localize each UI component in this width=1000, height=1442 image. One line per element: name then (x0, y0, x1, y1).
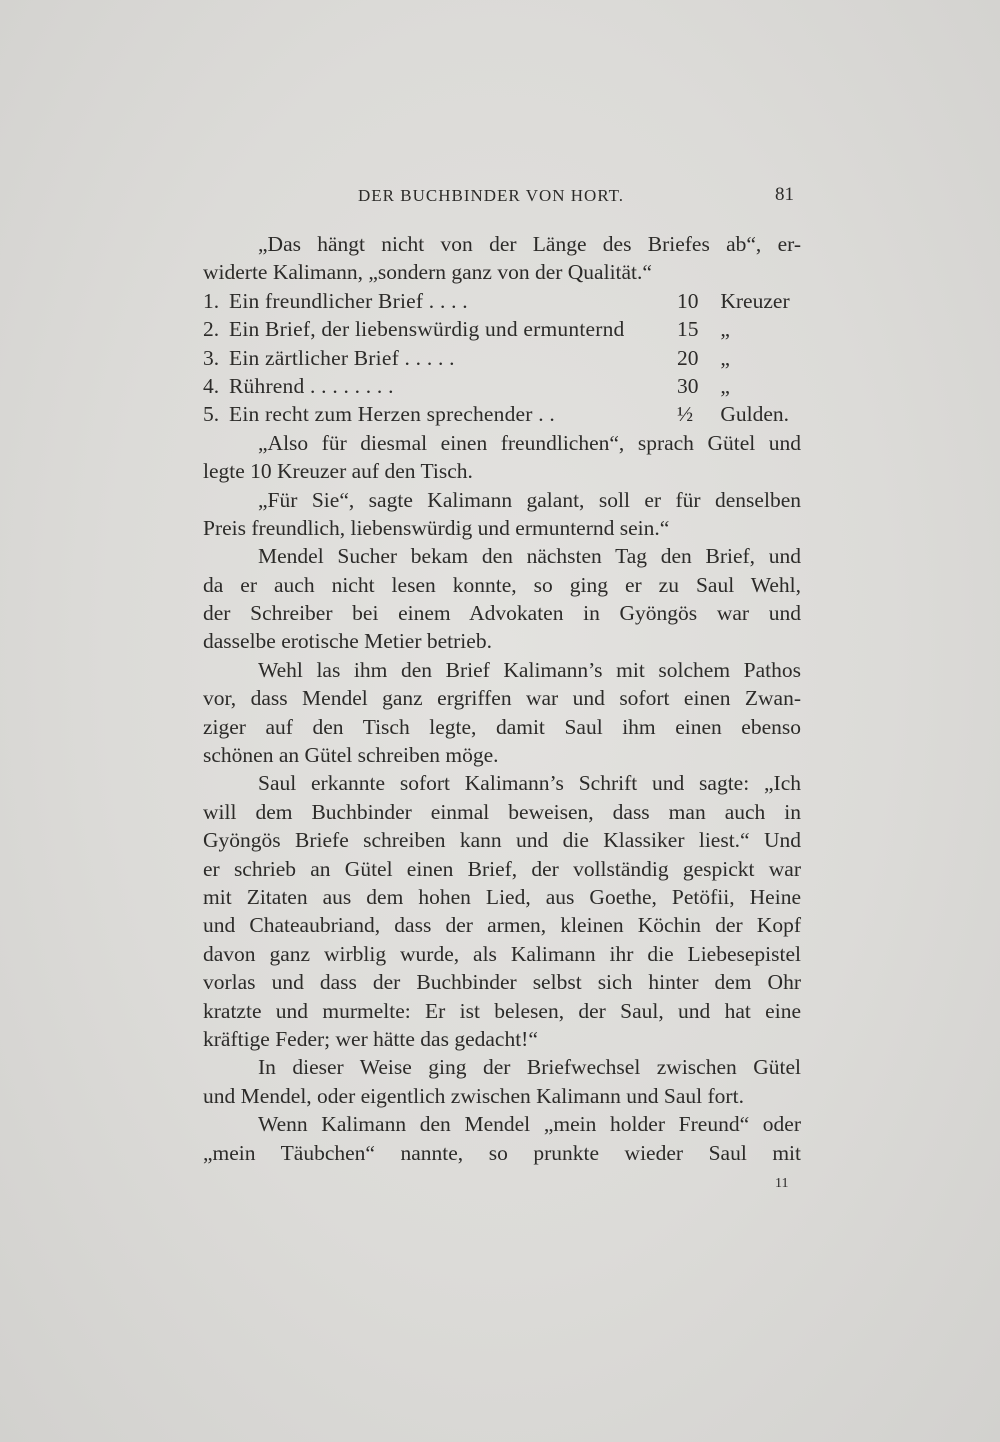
text-line: vor, dass Mendel ganz ergriffen war und sofort einen Zwan- (203, 686, 801, 711)
text-line: „Das hängt nicht von der Länge des Briefes ab“, er- (258, 232, 801, 256)
price-unit: „ (720, 345, 730, 370)
list-number: 2. (203, 317, 220, 342)
text-line: dasselbe erotische Metier betrieb. (203, 629, 492, 654)
text-line: legte 10 Kreuzer auf den Tisch. (203, 459, 473, 484)
price-list-item (203, 400, 801, 428)
list-number: 5. (203, 402, 220, 427)
price-list-item (203, 372, 801, 400)
price-list-item (203, 287, 801, 315)
price-amount: 30 (677, 373, 699, 398)
list-number: 1. (203, 288, 220, 313)
price-list-item (203, 315, 801, 343)
text-line: und Chateaubriand, dass der armen, kleinen Köchin der Kopf (203, 913, 801, 938)
text-line: will dem Buchbinder einmal beweisen, dass man auch in (203, 799, 801, 824)
price-unit: „ (720, 373, 730, 398)
text-line: Wenn Kalimann den Mendel „mein holder Freund“ oder (258, 1112, 801, 1137)
text-line: Gyöngös Briefe schreiben kann und die Klassiker liest.“ Und (203, 828, 801, 853)
list-number: 3. (203, 345, 220, 370)
list-price (677, 344, 801, 372)
list-price (677, 287, 801, 315)
text-line: „Also für diesmal einen freundlichen“, sprach Gütel und (258, 430, 801, 455)
price-amount: 10 (677, 288, 699, 313)
text-line: In dieser Weise ging der Briefwechsel zwischen Gütel (258, 1055, 801, 1080)
text-line: vorlas und dass der Buchbinder selbst sich hinter dem Ohr (203, 970, 801, 995)
body-text (203, 230, 801, 1167)
price-amount: ½ (677, 402, 694, 427)
list-label: Ein Brief, der liebenswürdig und ermunternd (229, 317, 625, 342)
list-price (677, 372, 801, 400)
text-line: Preis freundlich, liebenswürdig und ermunternd sein.“ (203, 515, 670, 540)
list-price (677, 315, 801, 343)
text-line: „Für Sie“, sagte Kalimann galant, soll er für denselben (258, 487, 801, 512)
list-label: Ein recht zum Herzen sprechender . . (229, 402, 555, 427)
list-label: Ein zärtlicher Brief . . . . . (229, 345, 455, 370)
list-label: Rührend . . . . . . . . (229, 373, 394, 398)
text-line: er schrieb an Gütel einen Brief, der vollständig gespickt war (203, 856, 801, 881)
page-number: 81 (775, 184, 794, 205)
text-line: und Mendel, oder eigentlich zwischen Kalimann und Saul fort. (203, 1083, 744, 1108)
text-line: kräftige Feder; wer hätte das gedacht!“ (203, 1026, 538, 1051)
price-unit: „ (720, 317, 730, 342)
price-amount: 15 (677, 317, 699, 342)
price-unit: Kreuzer (720, 288, 790, 313)
text-line: ziger auf den Tisch legte, damit Saul ihm einen ebenso (203, 714, 801, 739)
list-label: Ein freundlicher Brief . . . . (229, 288, 468, 313)
text-line: davon ganz wirblig wurde, als Kalimann ihr die Liebesepistel (203, 941, 801, 966)
text-line: der Schreiber bei einem Advokaten in Gyöngös war und (203, 601, 801, 626)
text-line: widerte Kalimann, „sondern ganz von der Qualität.“ (203, 260, 652, 285)
price-unit: Gulden. (720, 402, 790, 427)
list-number: 4. (203, 373, 220, 398)
list-price (677, 400, 801, 428)
text-line: schönen an Gütel schreiben möge. (203, 743, 499, 768)
page-header (200, 186, 800, 214)
running-title: DER BUCHBINDER VON HORT. (358, 186, 625, 205)
text-line: kratzte und murmelte: Er ist belesen, der Saul, und hat eine (203, 998, 801, 1023)
text-line: „mein Täubchen“ nannte, so prunkte wieder Saul mit (203, 1140, 801, 1165)
price-list-item (203, 344, 801, 372)
text-line: Wehl las ihm den Brief Kalimann’s mit solchem Pathos (258, 657, 801, 682)
text-line: Mendel Sucher bekam den nächsten Tag den Brief, und (258, 544, 801, 569)
text-line: mit Zitaten aus dem hohen Lied, aus Goethe, Petöfii, Heine (203, 884, 801, 909)
text-line: da er auch nicht lesen konnte, so ging er zu Saul Wehl, (203, 572, 801, 597)
price-amount: 20 (677, 345, 699, 370)
signature-mark: 11 (775, 1176, 789, 1191)
text-line: Saul erkannte sofort Kalimann’s Schrift und sagte: „Ich (258, 771, 801, 796)
